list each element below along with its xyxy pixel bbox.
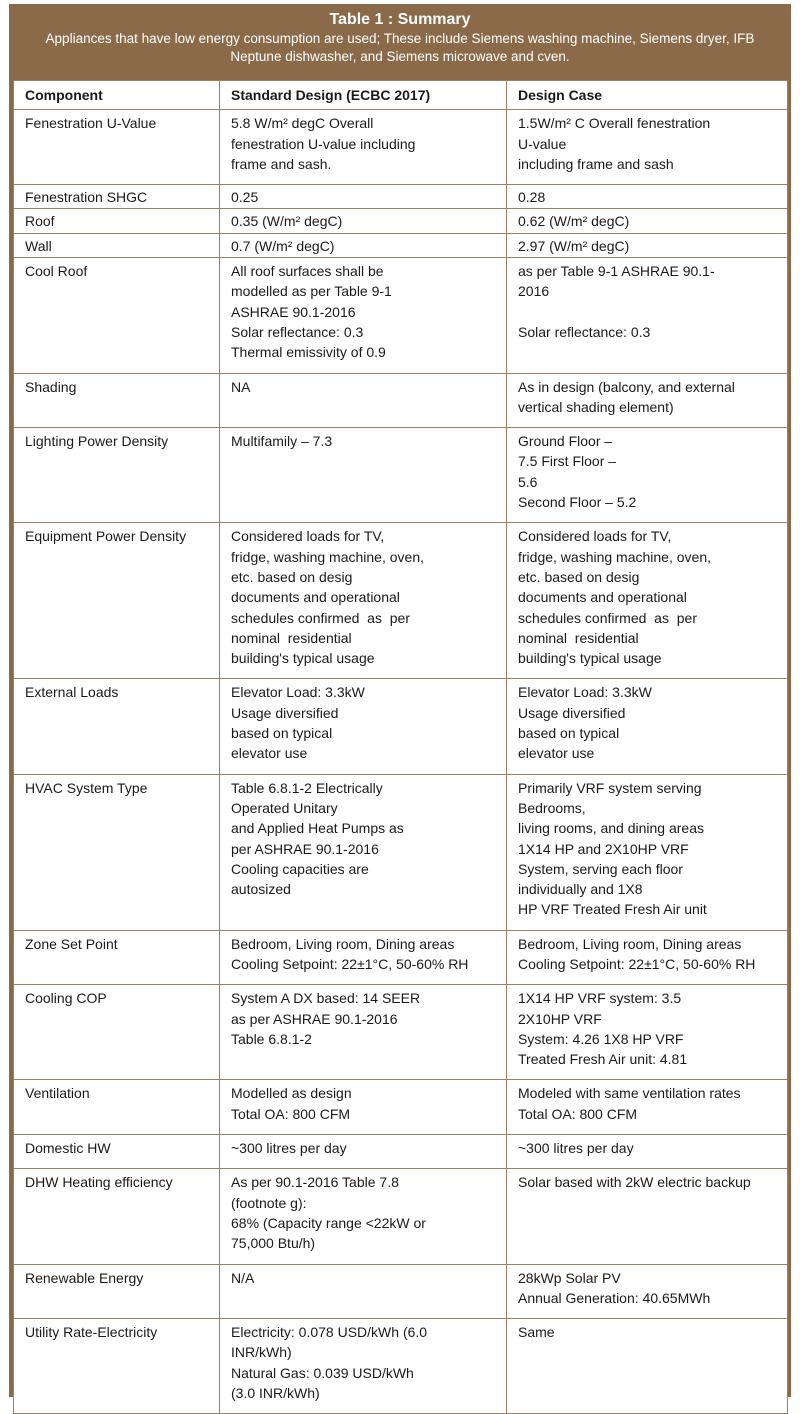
cell-line: Solar based with 2kW electric backup (518, 1174, 751, 1191)
table-row (14, 985, 788, 1080)
cell-line: 68% (Capacity range <22kW or (231, 1214, 426, 1231)
cell-component: External Loads (14, 679, 220, 774)
cell-line: System, serving each floor (518, 860, 683, 877)
cell-design (507, 774, 788, 930)
cell-component: Domestic HW (14, 1135, 220, 1169)
cell-standard (220, 930, 507, 985)
cell-line: building's typical usage (518, 650, 662, 667)
cell-component: Lighting Power Density (14, 428, 220, 523)
cell-line: Modelled as design (231, 1085, 352, 1102)
cell-line: Thermal emissivity of 0.9 (231, 344, 386, 361)
cell-standard (220, 185, 507, 209)
table-row (14, 258, 788, 373)
cell-line: including frame and sash (518, 155, 674, 172)
cell-standard (220, 679, 507, 774)
cell-line: Operated Unitary (231, 799, 338, 816)
cell-design (507, 373, 788, 428)
cell-line: 7.5 First Floor – (518, 453, 617, 470)
cell-line: Treated Fresh Air unit: 4.81 (518, 1051, 688, 1068)
cell-line: and Applied Heat Pumps as (231, 820, 404, 837)
cell-line (518, 302, 783, 322)
table-description: Appliances that have low energy consumption are used; These include Siemens washing machine, Siemens dryer, IFB Neptune dishwasher, and Siemens microwave and cven. (45, 31, 755, 64)
table-body (14, 110, 788, 1414)
cell-standard (220, 985, 507, 1080)
cell-standard (220, 233, 507, 257)
cell-line: Bedroom, Living room, Dining areas (231, 935, 455, 952)
cell-line: schedules confirmed as per (518, 609, 697, 626)
cell-line: 5.6 (518, 473, 538, 490)
cell-line: frame and sash. (231, 155, 332, 172)
cell-component: Cooling COP (14, 985, 220, 1080)
table-row (14, 1264, 788, 1319)
cell-standard (220, 1135, 507, 1169)
cell-design (507, 1169, 788, 1264)
cell-line: based on typical (518, 725, 620, 742)
column-header-standard: Standard Design (ECBC 2017) (220, 81, 507, 110)
cell-standard (220, 1080, 507, 1135)
cell-line: System: 4.26 1X8 HP VRF (518, 1030, 684, 1047)
cell-line: Table 6.8.1-2 (231, 1030, 312, 1047)
cell-line: Total OA: 800 CFM (518, 1105, 638, 1122)
cell-line: (footnote g): (231, 1194, 307, 1211)
cell-line: As in design (balcony, and external (518, 378, 735, 395)
cell-line: 1X14 HP VRF system: 3.5 (518, 990, 682, 1007)
cell-line: Ground Floor – (518, 433, 613, 450)
cell-line: U-value (518, 135, 567, 152)
table-title: Table 1 : Summary (329, 11, 471, 28)
cell-line: Bedroom, Living room, Dining areas (518, 935, 742, 952)
cell-line: ~300 litres per day (518, 1140, 634, 1157)
cell-line: 28kWp Solar PV (518, 1269, 621, 1286)
cell-standard (220, 373, 507, 428)
cell-line: Usage diversified (518, 704, 626, 721)
cell-standard (220, 1169, 507, 1264)
cell-standard (220, 1264, 507, 1319)
cell-standard (220, 110, 507, 185)
cell-line: Considered loads for TV, (518, 528, 672, 545)
cell-line: System A DX based: 14 SEER (231, 990, 421, 1007)
cell-line: fridge, washing machine, oven, (231, 548, 424, 565)
cell-line: Considered loads for TV, (231, 528, 385, 545)
cell-line: individually and 1X8 (518, 881, 643, 898)
cell-line: fridge, washing machine, oven, (518, 548, 711, 565)
cell-design (507, 1080, 788, 1135)
cell-line: elevator use (518, 745, 595, 762)
cell-line: All roof surfaces shall be (231, 263, 384, 280)
cell-component: Equipment Power Density (14, 523, 220, 679)
cell-line: N/A (231, 1269, 255, 1286)
cell-line: Total OA: 800 CFM (231, 1105, 351, 1122)
cell-component: Fenestration SHGC (14, 185, 220, 209)
cell-line: Solar reflectance: 0.3 (231, 323, 364, 340)
cell-line: NA (231, 378, 251, 395)
column-header-design: Design Case (507, 81, 788, 110)
cell-line: ASHRAE 90.1-2016 (231, 303, 356, 320)
table-row (14, 185, 788, 209)
cell-line: 2.97 (W/m² degC) (518, 237, 630, 254)
cell-design (507, 523, 788, 679)
cell-component: DHW Heating efficiency (14, 1169, 220, 1264)
cell-line: Same (518, 1324, 555, 1341)
cell-design (507, 185, 788, 209)
cell-line: fenestration U-value including (231, 135, 416, 152)
table-row (14, 233, 788, 257)
cell-line: vertical shading element) (518, 398, 674, 415)
cell-component: Zone Set Point (14, 930, 220, 985)
cell-standard (220, 428, 507, 523)
cell-line: ~300 litres per day (231, 1140, 347, 1157)
cell-line: 0.35 (W/m² degC) (231, 213, 343, 230)
cell-line: based on typical (231, 725, 333, 742)
cell-line: per ASHRAE 90.1-2016 (231, 840, 379, 857)
column-header-component: Component (14, 81, 220, 110)
table-row (14, 209, 788, 233)
cell-line: 5.8 W/m² degC Overall (231, 115, 374, 132)
cell-standard (220, 523, 507, 679)
cell-line: Modeled with same ventilation rates (518, 1085, 741, 1102)
cell-line: 0.28 (518, 189, 546, 206)
cell-line: modelled as per Table 9-1 (231, 283, 392, 300)
cell-line: as per ASHRAE 90.1-2016 (231, 1010, 398, 1027)
cell-line: Usage diversified (231, 704, 339, 721)
table-row (14, 679, 788, 774)
cell-design (507, 930, 788, 985)
cell-component: Shading (14, 373, 220, 428)
cell-line: 0.7 (W/m² degC) (231, 237, 335, 254)
cell-line: Cooling Setpoint: 22±1°C, 50-60% RH (518, 955, 756, 972)
cell-line: 1X14 HP and 2X10HP VRF (518, 840, 689, 857)
cell-design (507, 110, 788, 185)
cell-line: as per Table 9-1 ASHRAE 90.1- (518, 263, 715, 280)
cell-line: 0.62 (W/m² degC) (518, 213, 630, 230)
cell-line: Bedrooms, (518, 799, 586, 816)
table-row (14, 428, 788, 523)
cell-line: (3.0 INR/kWh) (231, 1385, 320, 1402)
cell-line: 1.5W/m² C Overall fenestration (518, 115, 711, 132)
cell-line: Primarily VRF system serving (518, 779, 702, 796)
cell-line: 2X10HP VRF (518, 1010, 602, 1027)
cell-standard (220, 209, 507, 233)
table-row (14, 774, 788, 930)
table-row (14, 930, 788, 985)
cell-design (507, 1135, 788, 1169)
cell-line: Cooling Setpoint: 22±1°C, 50-60% RH (231, 955, 469, 972)
cell-component: Utility Rate-Electricity (14, 1319, 220, 1414)
cell-line: INR/kWh) (231, 1344, 292, 1361)
cell-line: Elevator Load: 3.3kW (231, 684, 365, 701)
table-banner (9, 4, 791, 77)
cell-line: etc. based on desig (518, 568, 640, 585)
cell-component: Ventilation (14, 1080, 220, 1135)
cell-line: documents and operational (518, 589, 687, 606)
cell-standard (220, 258, 507, 373)
table-row (14, 1135, 788, 1169)
cell-line: Multifamily – 7.3 (231, 433, 333, 450)
cell-line: Elevator Load: 3.3kW (518, 684, 652, 701)
cell-line: Table 6.8.1-2 Electrically (231, 779, 383, 796)
cell-line: 75,000 Btu/h) (231, 1235, 316, 1252)
cell-line: Annual Generation: 40.65MWh (518, 1289, 711, 1306)
table-row (14, 373, 788, 428)
cell-design (507, 428, 788, 523)
cell-line: schedules confirmed as per (231, 609, 410, 626)
cell-line: nominal residential (231, 629, 352, 646)
table-row (14, 1080, 788, 1135)
cell-line: nominal residential (518, 629, 639, 646)
cell-design (507, 1264, 788, 1319)
cell-design (507, 258, 788, 373)
cell-line: building's typical usage (231, 650, 375, 667)
cell-standard (220, 774, 507, 930)
cell-line: 0.25 (231, 189, 259, 206)
header-row (14, 81, 788, 110)
cell-line: Cooling capacities are (231, 860, 369, 877)
summary-table (13, 80, 788, 1414)
cell-design (507, 985, 788, 1080)
cell-line: 2016 (518, 283, 550, 300)
cell-line: Solar reflectance: 0.3 (518, 323, 651, 340)
table-row (14, 523, 788, 679)
cell-component: Fenestration U-Value (14, 110, 220, 185)
table-row (14, 1169, 788, 1264)
cell-component: Roof (14, 209, 220, 233)
table-row (14, 110, 788, 185)
cell-line: As per 90.1-2016 Table 7.8 (231, 1174, 399, 1191)
cell-line: documents and operational (231, 589, 400, 606)
cell-design (507, 209, 788, 233)
cell-design (507, 679, 788, 774)
cell-component: Wall (14, 233, 220, 257)
cell-component: HVAC System Type (14, 774, 220, 930)
cell-design (507, 233, 788, 257)
cell-component: Cool Roof (14, 258, 220, 373)
cell-line: Second Floor – 5.2 (518, 494, 637, 511)
cell-line: living rooms, and dining areas (518, 820, 704, 837)
cell-component: Renewable Energy (14, 1264, 220, 1319)
cell-line: Electricity: 0.078 USD/kWh (6.0 (231, 1324, 428, 1341)
cell-line: HP VRF Treated Fresh Air unit (518, 901, 707, 918)
cell-line: etc. based on desig (231, 568, 353, 585)
cell-line: autosized (231, 881, 291, 898)
cell-line: Natural Gas: 0.039 USD/kWh (231, 1364, 414, 1381)
cell-line: elevator use (231, 745, 308, 762)
